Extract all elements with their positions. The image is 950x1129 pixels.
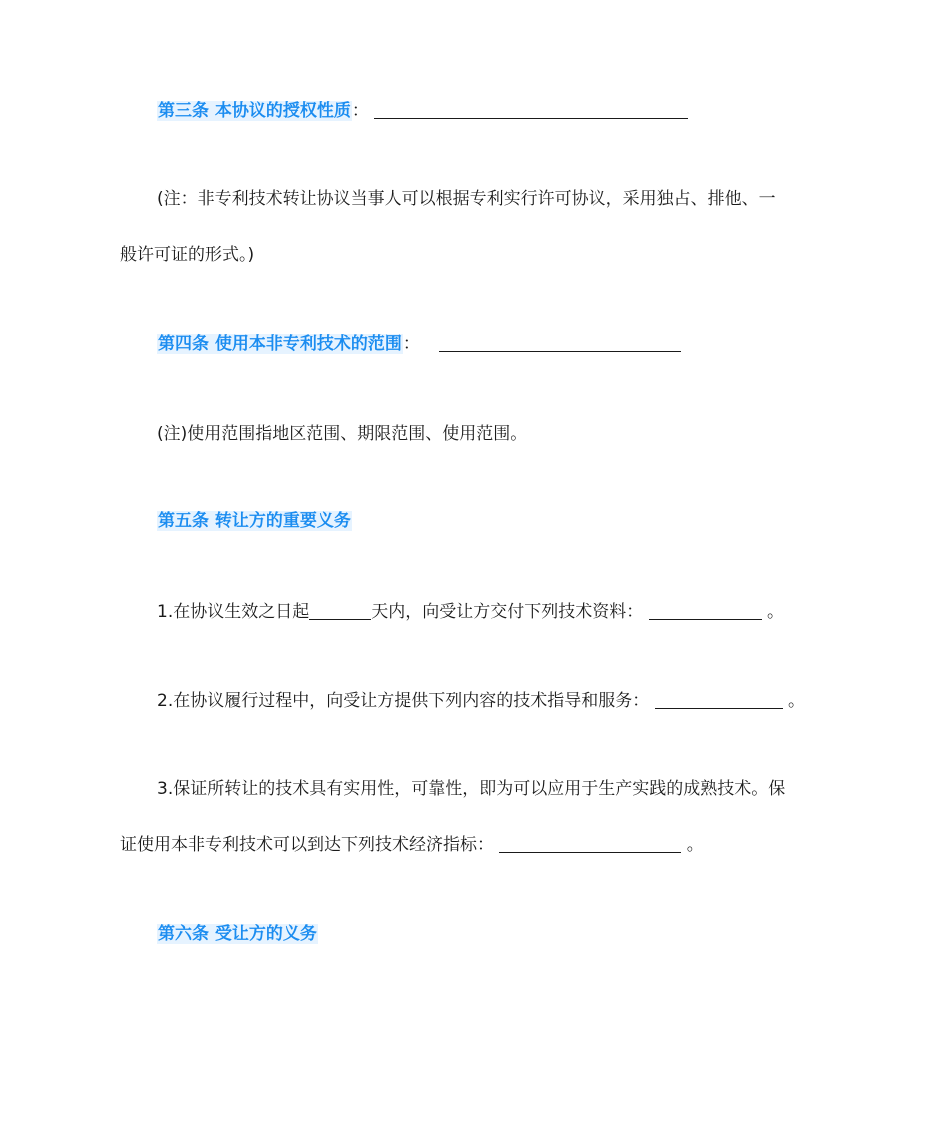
item3-end: 。: [681, 835, 704, 855]
article5-item3-line1: 3.保证所转让的技术具有实用性，可靠性，即为可以应用于生产实践的成熟技术。保: [157, 779, 786, 799]
article5-heading: 第五条 转让方的重要义务: [158, 511, 351, 531]
item1-end: 。: [761, 602, 785, 622]
article4-note: (注)使用范围指地区范围、期限范围、使用范围。: [157, 424, 528, 444]
item3-blank[interactable]: [499, 834, 681, 853]
article5-item1: [157, 600, 784, 624]
item2-prefix: 2.在协议履行过程中，向受让方提供下列内容的技术指导和服务：: [157, 691, 650, 711]
item2-end: 。: [782, 691, 806, 711]
item1-materials-blank[interactable]: [649, 601, 762, 620]
article6-heading-line: [157, 922, 318, 946]
item2-blank[interactable]: [655, 690, 783, 709]
article3-heading-line: [157, 99, 688, 123]
article5-item3-line2: [120, 833, 704, 857]
item1-days-blank[interactable]: [309, 601, 371, 620]
item1-prefix: 1.在协议生效之日起: [157, 602, 310, 622]
item3-prefix: 证使用本非专利技术可以到达下列技术经济指标：: [120, 835, 494, 855]
article4-colon: ：: [402, 334, 420, 354]
article4-heading-line: [157, 332, 681, 356]
article6-heading: 第六条 受让方的义务: [158, 924, 317, 944]
item1-middle: 天内，向受让方交付下列技术资料：: [371, 602, 644, 622]
article3-blank[interactable]: [374, 100, 688, 119]
article5-item2: [157, 689, 805, 713]
article3-note-line2: 般许可证的形式。): [120, 245, 255, 265]
article5-heading-line: [157, 509, 352, 533]
article3-heading: 第三条 本协议的授权性质: [158, 101, 351, 121]
article4-blank[interactable]: [439, 333, 681, 352]
article4-heading: 第四条 使用本非专利技术的范围: [158, 334, 402, 354]
article3-colon: ：: [351, 101, 369, 121]
article3-note-line1: (注：非专利技术转让协议当事人可以根据专利实行许可协议，采用独占、排他、一: [157, 189, 776, 209]
